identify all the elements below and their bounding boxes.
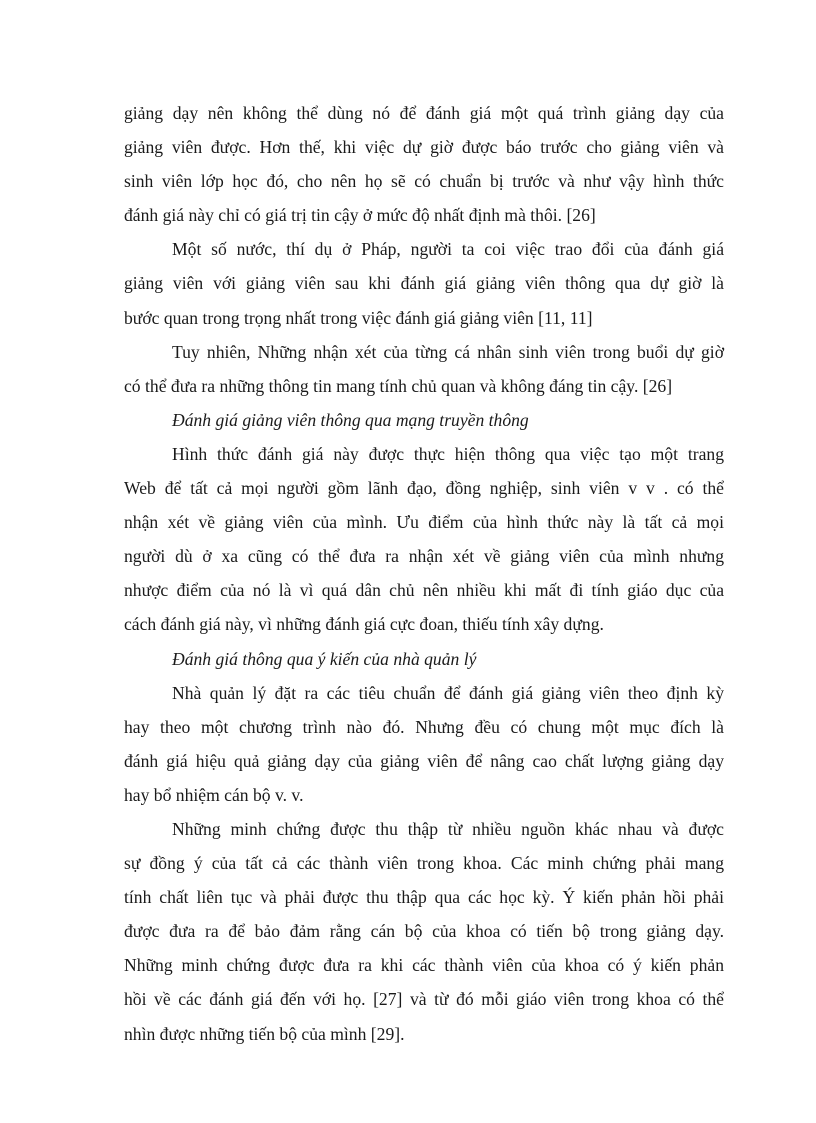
body-text-line: Những minh chứng được đưa ra khi các thành viên của khoa có ý kiến phản: [124, 955, 724, 976]
body-text-line: có thể đưa ra những thông tin mang tính chủ quan và không đáng tin cậy. [26]: [124, 375, 673, 396]
body-text-line: được đưa ra để bảo đảm rằng cán bộ của khoa có tiến bộ trong giảng dạy.: [124, 921, 724, 942]
body-text-line: đánh giá này chỉ có giá trị tin cậy ở mức độ nhất định mà thôi. [26]: [124, 205, 596, 226]
body-text-line: hay theo một chương trình nào đó. Nhưng đều có chung một mục đích là: [124, 716, 724, 737]
document-page: [124, 96, 724, 1051]
body-text-line: giảng viên được. Hơn thế, khi việc dự giờ được báo trước cho giảng viên và: [124, 137, 724, 158]
body-text-line: nhìn được những tiến bộ của mình [29].: [124, 1023, 405, 1044]
body-text-line: Những minh chứng được thu thập từ nhiều nguồn khác nhau và được: [172, 818, 724, 839]
body-text-line: Nhà quản lý đặt ra các tiêu chuẩn để đánh giá giảng viên theo định kỳ: [172, 682, 724, 703]
section-heading-line: Đánh giá giảng viên thông qua mạng truyền thông: [172, 409, 529, 430]
body-text-line: hồi về các đánh giá đến với họ. [27] và từ đó mỗi giáo viên trong khoa có thể: [124, 989, 724, 1010]
body-text-line: hay bổ nhiệm cán bộ v. v.: [124, 784, 304, 805]
body-text-line: Tuy nhiên, Những nhận xét của từng cá nhân sinh viên trong buổi dự giờ: [172, 341, 724, 362]
body-text-line: cách đánh giá này, vì những đánh giá cực đoan, thiếu tính xây dựng.: [124, 614, 604, 635]
body-text-line: nhược điểm của nó là vì quá dân chủ nên nhiều khi mất đi tính giáo dục của: [124, 580, 724, 601]
body-text-line: giảng dạy nên không thể dùng nó để đánh giá một quá trình giảng dạy của: [124, 103, 724, 123]
body-text-line: Một số nước, thí dụ ở Pháp, người ta coi việc trao đổi của đánh giá: [172, 239, 724, 260]
body-text-line: nhận xét về giảng viên của mình. Ưu điểm của hình thức này là tất cả mọi: [124, 512, 724, 533]
body-text-line: đánh giá hiệu quả giảng dạy của giảng viên để nâng cao chất lượng giảng dạy: [124, 750, 724, 771]
section-heading-line: Đánh giá thông qua ý kiến của nhà quản lý: [172, 648, 477, 669]
body-text-line: tính chất liên tục và phải được thu thập qua các học kỳ. Ý kiến phản hồi phải: [124, 887, 724, 908]
body-text-line: sự đồng ý của tất cả các thành viên trong khoa. Các minh chứng phải mang: [124, 853, 724, 874]
body-text-line: bước quan trong trọng nhất trong việc đánh giá giảng viên [11, 11]: [124, 307, 593, 328]
body-text-line: giảng viên với giảng viên sau khi đánh giá giảng viên thông qua dự giờ là: [124, 273, 724, 294]
body-text-line: sinh viên lớp học đó, cho nên họ sẽ có chuẩn bị trước và như vậy hình thức: [124, 171, 724, 192]
body-text-line: Web để tất cả mọi người gồm lãnh đạo, đồng nghiệp, sinh viên v v . có thể: [124, 478, 724, 499]
body-text-line: Hình thức đánh giá này được thực hiện thông qua việc tạo một trang: [172, 443, 724, 464]
body-text-line: người dù ở xa cũng có thể đưa ra nhận xét về giảng viên của mình nhưng: [124, 546, 724, 567]
